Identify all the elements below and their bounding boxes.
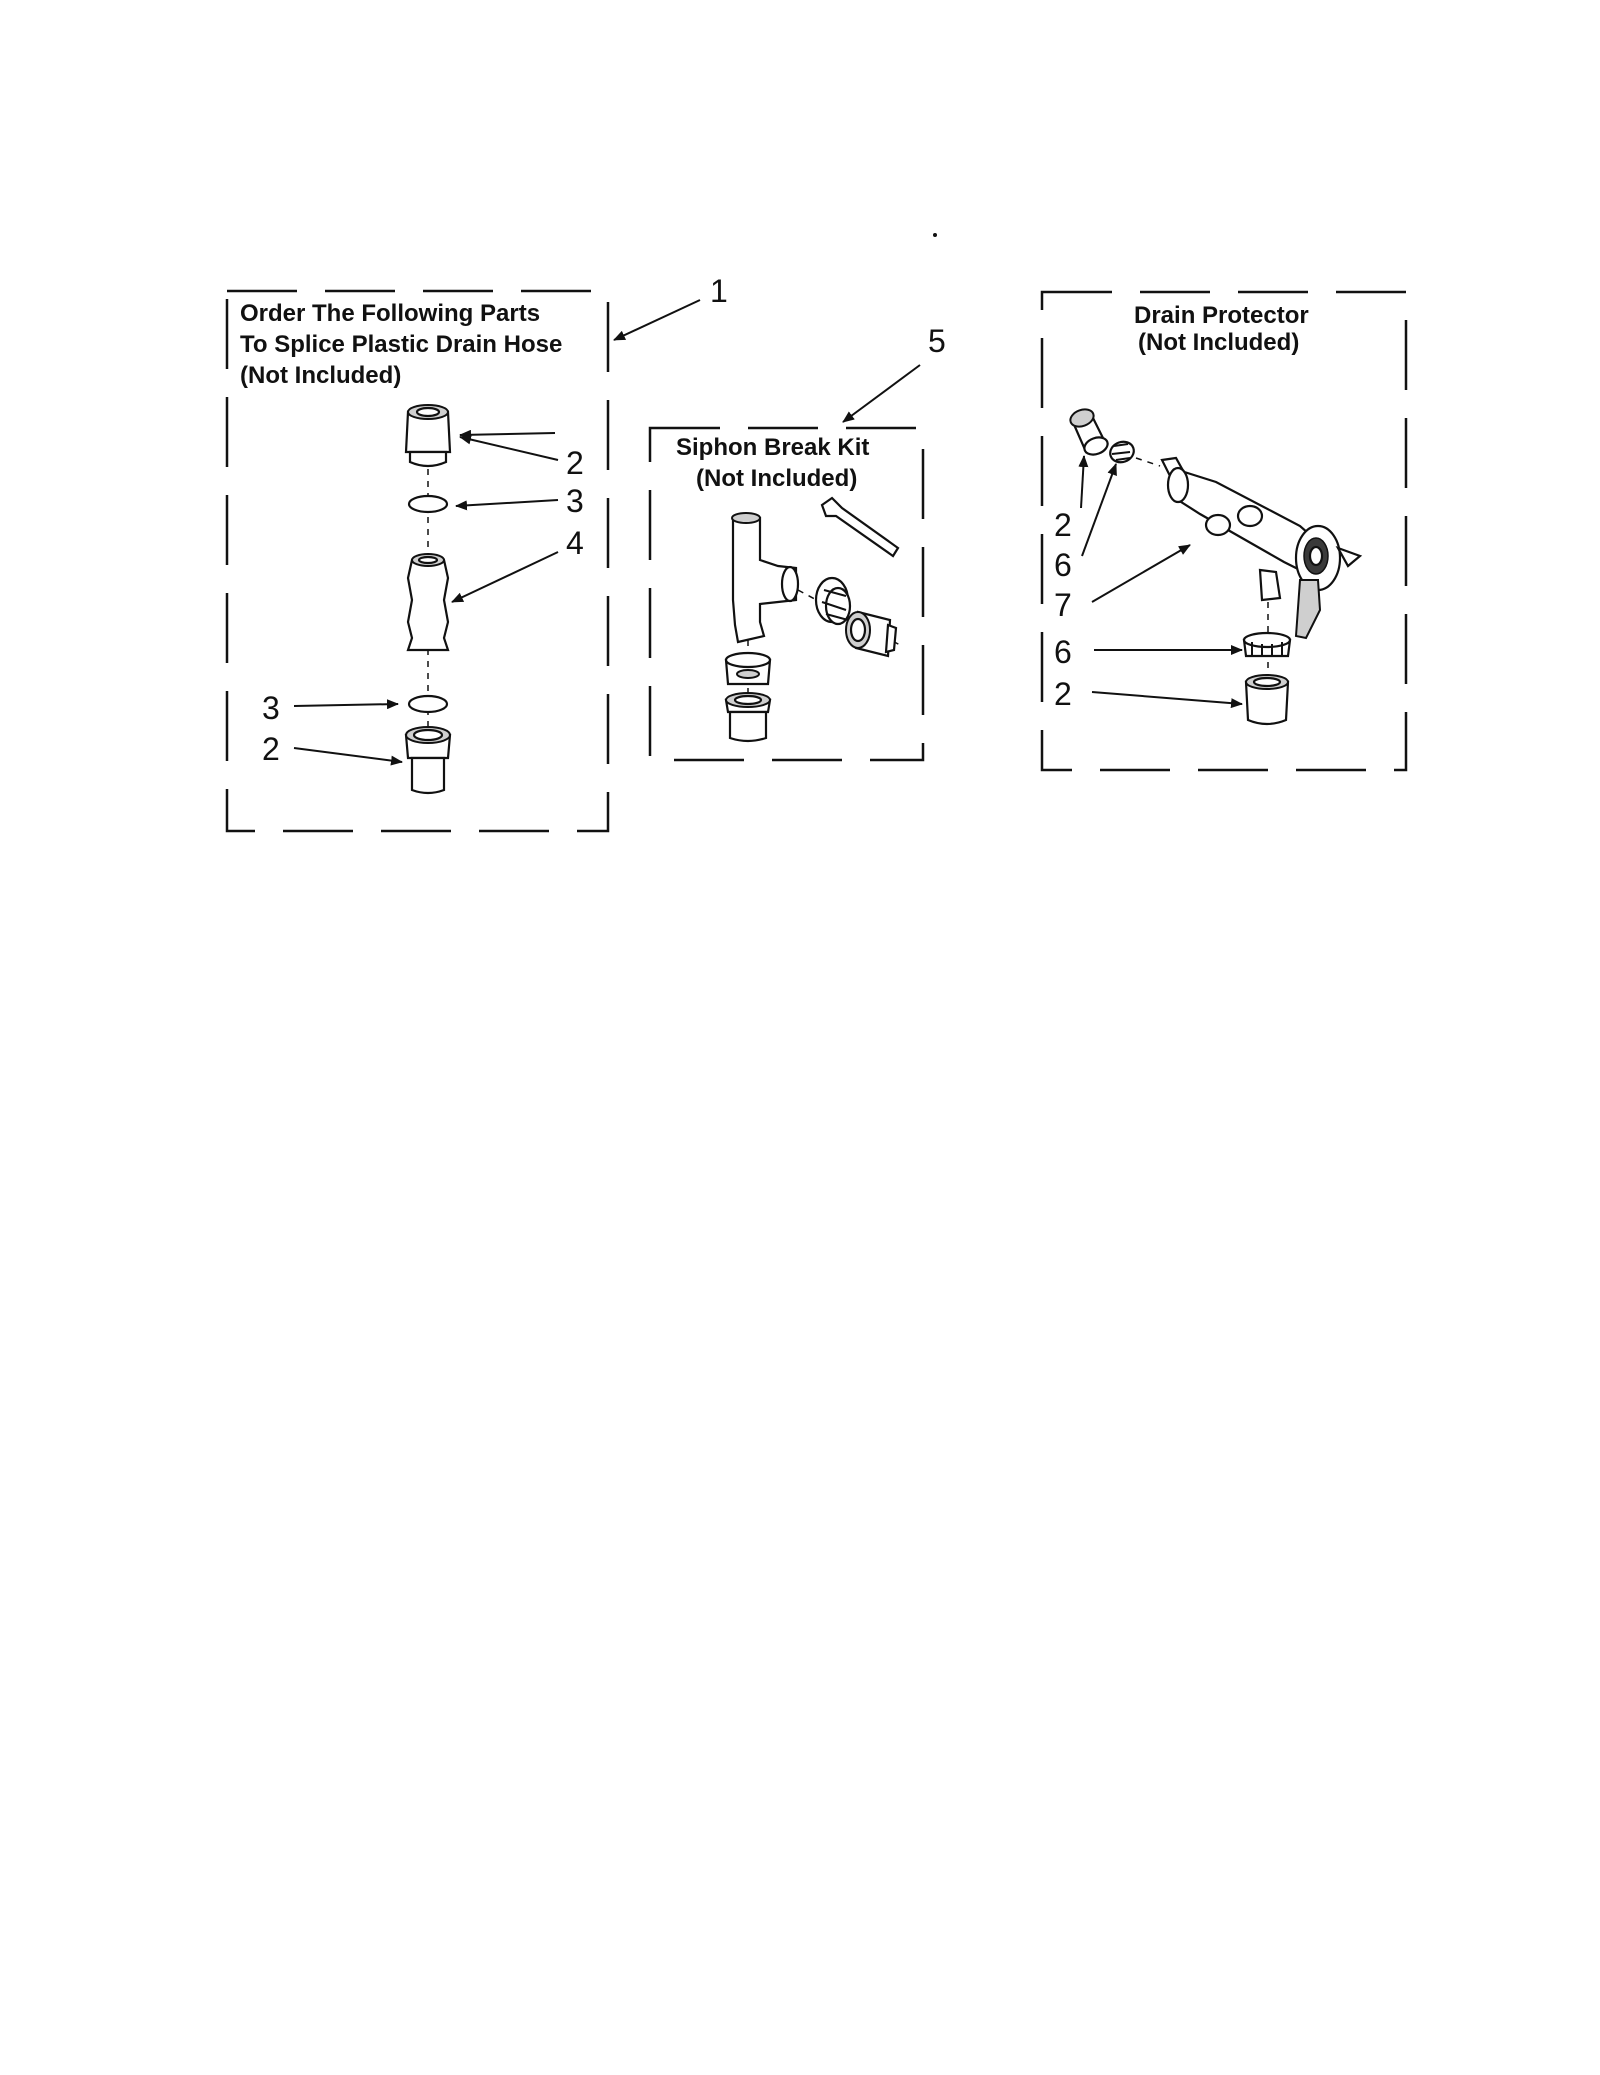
- callout-group-5: 5: [928, 323, 946, 359]
- drain-title-line-1: Drain Protector: [1134, 302, 1309, 329]
- siphon-side-adapter-icon: [846, 612, 896, 656]
- stray-dot: [933, 233, 937, 237]
- siphon-cable-tie-icon: [822, 498, 898, 556]
- splice-connector-icon: [408, 554, 448, 650]
- drain-protector-panel: [1042, 292, 1406, 770]
- callout-drain-bottom-adapter: 2: [1054, 676, 1072, 712]
- drain-title-line-2: (Not Included): [1138, 329, 1300, 356]
- callout-group-1: 1: [710, 273, 728, 309]
- drain-top-adapter-icon: [1068, 406, 1110, 457]
- callout-splice-bottom-clamp: 3: [262, 690, 280, 726]
- splice-connector-leader: [452, 552, 558, 602]
- drain-bottom-adapter-icon: [1246, 675, 1288, 724]
- siphon-bottom-clamp-icon: [726, 653, 770, 684]
- callout-splice-top-adapter: 2: [566, 445, 584, 481]
- splice-top-adapter-leader: [460, 437, 558, 460]
- siphon-tee-fitting-icon: [732, 513, 798, 642]
- splice-bottom-adapter-icon: [406, 727, 450, 793]
- drain-bottom-clamp-icon: [1244, 633, 1290, 657]
- splice-bottom-clamp-leader: [294, 704, 398, 706]
- splice-top-clamp-icon: [409, 496, 447, 512]
- splice-title-line-2: To Splice Plastic Drain Hose: [240, 331, 563, 358]
- drain-top-adapter-leader: [1081, 456, 1084, 508]
- splice-group-leader: [460, 433, 555, 435]
- siphon-side-clamp-icon: [816, 578, 850, 624]
- splice-bottom-adapter-leader: [294, 748, 402, 762]
- splice-title-line-1: Order The Following Parts: [240, 300, 541, 327]
- callout-drain-top-clamp: 6: [1054, 547, 1072, 583]
- callout-splice-top-clamp: 3: [566, 483, 584, 519]
- splice-bottom-clamp-icon: [409, 696, 447, 712]
- group-5-leader: [843, 365, 920, 422]
- drain-top-clamp-leader: [1082, 464, 1116, 556]
- drain-bottom-adapter-leader: [1092, 692, 1242, 704]
- siphon-title-line-1: Siphon Break Kit: [676, 434, 870, 461]
- drain-body-leader: [1092, 545, 1190, 602]
- group-1-leader: [614, 300, 700, 340]
- splice-title-line-3: (Not Included): [240, 362, 402, 389]
- drain-protector-body-icon: [1162, 458, 1360, 638]
- siphon-bottom-adapter-icon: [726, 693, 770, 741]
- splice-parts-panel: [227, 291, 608, 831]
- callout-drain-bottom-clamp: 6: [1054, 634, 1072, 670]
- callout-drain-body: 7: [1054, 587, 1072, 623]
- drain-axis: [1136, 458, 1160, 466]
- callout-splice-connector: 4: [566, 525, 584, 561]
- siphon-break-panel: [650, 428, 923, 760]
- drain-top-clamp-icon: [1107, 438, 1136, 465]
- callout-splice-bottom-adapter: 2: [262, 731, 280, 767]
- siphon-title-line-2: (Not Included): [696, 465, 858, 492]
- splice-top-clamp-leader: [456, 500, 558, 506]
- splice-top-adapter-icon: [406, 405, 450, 466]
- callout-drain-top-adapter: 2: [1054, 507, 1072, 543]
